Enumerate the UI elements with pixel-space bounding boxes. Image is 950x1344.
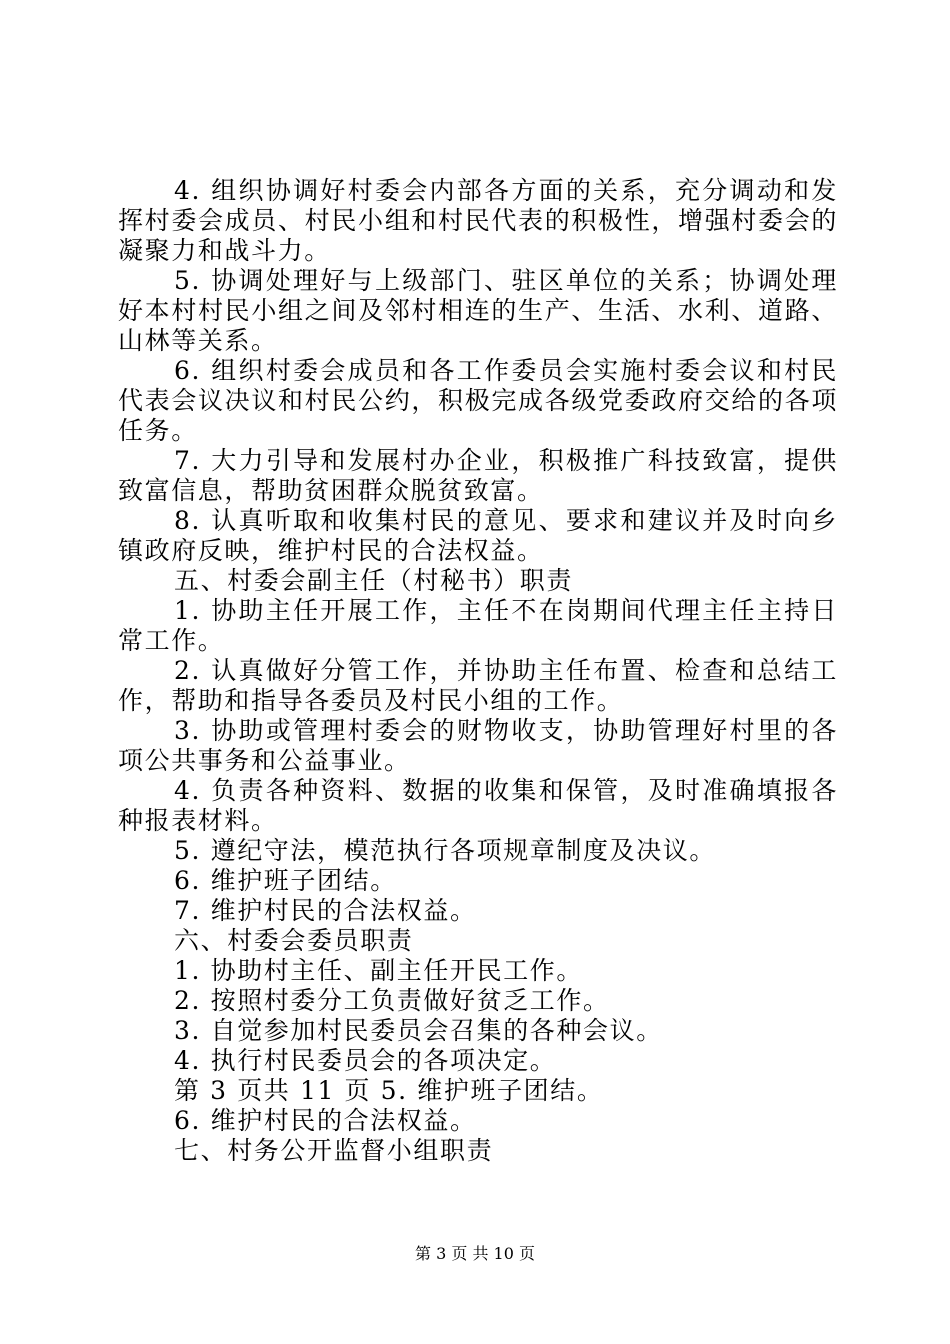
paragraph: 3. 协助或管理村委会的财物收支，协助管理好村里的各项公共事务和公益事业。	[118, 716, 838, 775]
paragraph: 第 3 页共 11 页 5. 维护班子团结。	[174, 1076, 604, 1105]
paragraph: 4. 负责各种资料、数据的收集和保管，及时准确填报各种报表材料。	[118, 776, 838, 835]
paragraph: 6. 组织村委会成员和各工作委员会实施村委会议和村民代表会议决议和村民公约，积极完成各级党委政府交给的各项任务。	[118, 356, 838, 445]
paragraph: 8. 认真听取和收集村民的意见、要求和建议并及时向乡镇政府反映，维护村民的合法权益。	[118, 506, 838, 565]
paragraph: 4. 执行村民委员会的各项决定。	[174, 1046, 557, 1075]
document-body	[118, 176, 838, 1166]
paragraph: 3. 自觉参加村民委员会召集的各种会议。	[174, 1016, 663, 1045]
paragraph: 1. 协助主任开展工作，主任不在岗期间代理主任主持日常工作。	[118, 596, 838, 655]
paragraph: 6. 维护村民的合法权益。	[174, 1106, 477, 1135]
paragraph: 4. 组织协调好村委会内部各方面的关系，充分调动和发挥村委会成员、村民小组和村民代表的积极性，增强村委会的凝聚力和战斗力。	[118, 176, 838, 265]
paragraph: 5. 遵纪守法，模范执行各项规章制度及决议。	[174, 836, 717, 865]
paragraph: 7. 大力引导和发展村办企业，积极推广科技致富，提供致富信息，帮助贫困群众脱贫致富。	[118, 446, 838, 505]
section-heading: 七、村务公开监督小组职责	[174, 1136, 494, 1165]
paragraph: 5. 协调处理好与上级部门、驻区单位的关系；协调处理好本村村民小组之间及邻村相连的生产、生活、水利、道路、山林等关系。	[118, 266, 838, 355]
paragraph: 2. 按照村委分工负责做好贫乏工作。	[174, 986, 610, 1015]
page-footer: 第 3 页 共 10 页	[415, 1244, 535, 1263]
paragraph: 1. 协助村主任、副主任开民工作。	[174, 956, 584, 985]
paragraph: 7. 维护村民的合法权益。	[174, 896, 477, 925]
paragraph: 6. 维护班子团结。	[174, 866, 397, 895]
section-heading: 六、村委会委员职责	[174, 926, 414, 955]
paragraph: 2. 认真做好分管工作，并协助主任布置、检查和总结工作，帮助和指导各委员及村民小组的工作。	[118, 656, 838, 715]
section-heading: 五、村委会副主任（村秘书）职责	[174, 566, 574, 595]
